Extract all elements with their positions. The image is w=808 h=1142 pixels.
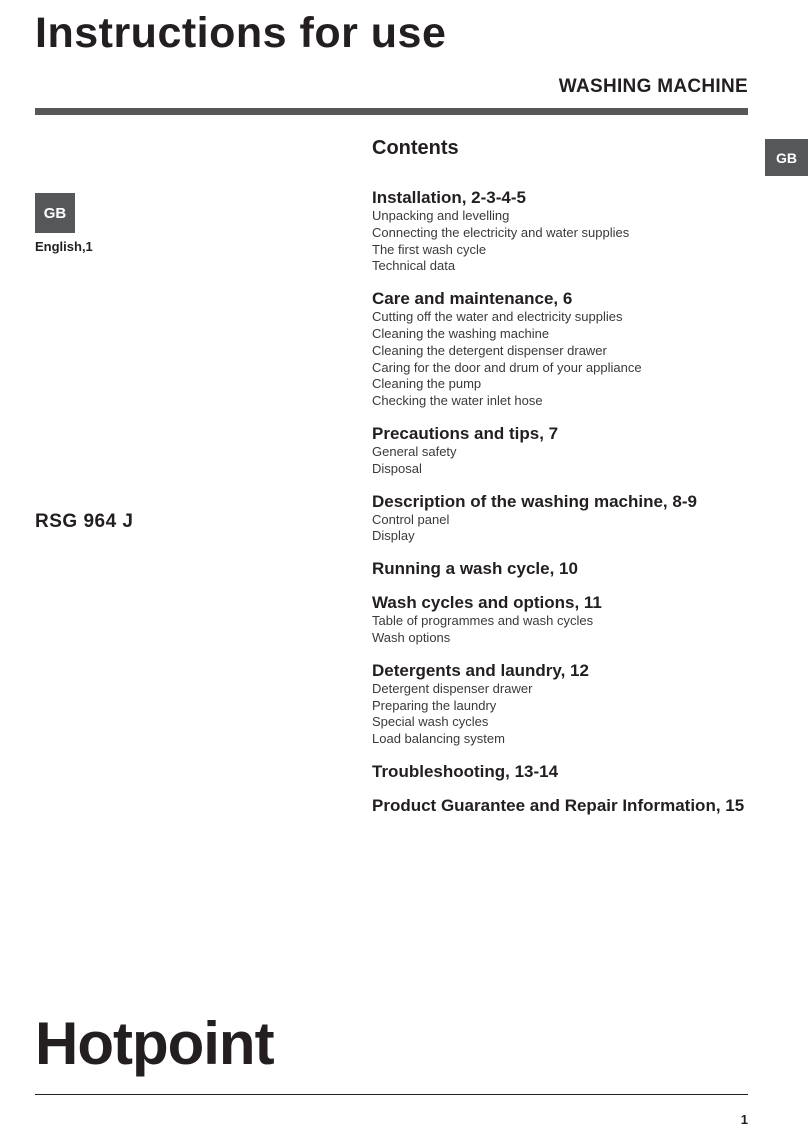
- language-side-tab[interactable]: GB: [765, 139, 808, 176]
- subsection-item: Cutting off the water and electricity supplies: [372, 309, 623, 325]
- section-heading-link[interactable]: Running a wash cycle, 10: [372, 559, 578, 579]
- subsection-item: Checking the water inlet hose: [372, 393, 543, 409]
- contents-section: [372, 661, 772, 748]
- subsection-item: Disposal: [372, 460, 422, 476]
- subsection-item: Connecting the electricity and water supplies: [372, 224, 630, 240]
- subsection-item: Load balancing system: [372, 731, 505, 747]
- table-of-contents: [372, 136, 772, 830]
- hotpoint-logo-icon: [35, 1010, 295, 1080]
- subsection-item: Cleaning the detergent dispenser drawer: [372, 342, 607, 358]
- section-subitems: [372, 512, 772, 546]
- subsection-item: Caring for the door and drum of your appliance: [372, 359, 642, 375]
- page-number: 1: [740, 1112, 748, 1127]
- section-heading-link[interactable]: Description of the washing machine, 8-9: [372, 491, 697, 511]
- language-entry[interactable]: English,1: [35, 239, 93, 254]
- section-heading-link[interactable]: Wash cycles and options, 11: [372, 593, 602, 613]
- model-number: RSG 964 J: [35, 511, 134, 532]
- section-heading-link[interactable]: Troubleshooting, 13-14: [372, 761, 559, 781]
- brand-name: Hotpoint: [35, 1010, 274, 1077]
- subsection-item: Cleaning the washing machine: [372, 325, 550, 341]
- subsection-item: Technical data: [372, 258, 456, 274]
- contents-section: [372, 424, 772, 478]
- section-heading-link[interactable]: Care and maintenance, 6: [372, 289, 573, 309]
- subsection-item: Unpacking and levelling: [372, 208, 510, 223]
- language-badge[interactable]: GB: [35, 193, 75, 233]
- section-subitems: [372, 208, 772, 275]
- section-subitems: [372, 309, 772, 410]
- header-divider: [35, 108, 748, 115]
- product-type: WASHING MACHINE: [558, 76, 748, 97]
- contents-section: [372, 492, 772, 546]
- section-subitems: [372, 681, 772, 748]
- subsection-item: General safety: [372, 443, 457, 459]
- contents-section: [372, 289, 772, 410]
- contents-heading: Contents: [372, 137, 459, 159]
- contents-sections: [372, 188, 772, 816]
- contents-section: [372, 188, 772, 275]
- contents-section: [372, 796, 772, 816]
- brand-logo: [35, 1010, 295, 1085]
- subsection-item: Control panel: [372, 511, 450, 527]
- subsection-item: Display: [372, 528, 415, 544]
- subsection-item: Wash options: [372, 629, 451, 645]
- contents-section: [372, 559, 772, 579]
- section-heading-link[interactable]: Detergents and laundry, 12: [372, 660, 589, 680]
- subsection-item: Detergent dispenser drawer: [372, 680, 533, 696]
- subsection-item: Table of programmes and wash cycles: [372, 613, 594, 629]
- subsection-item: Special wash cycles: [372, 714, 489, 730]
- subsection-item: Cleaning the pump: [372, 376, 482, 392]
- subsection-item: The first wash cycle: [372, 241, 487, 257]
- section-heading-link[interactable]: Product Guarantee and Repair Information, 15: [372, 795, 745, 815]
- section-subitems: [372, 613, 772, 647]
- contents-section: [372, 593, 772, 647]
- footer-divider: [35, 1094, 748, 1095]
- subsection-item: Preparing the laundry: [372, 697, 497, 713]
- section-heading-link[interactable]: Precautions and tips, 7: [372, 423, 559, 443]
- section-subitems: [372, 444, 772, 478]
- page-title: Instructions for use: [35, 9, 447, 57]
- contents-section: [372, 762, 772, 782]
- section-heading-link[interactable]: Installation, 2-3-4-5: [372, 188, 526, 207]
